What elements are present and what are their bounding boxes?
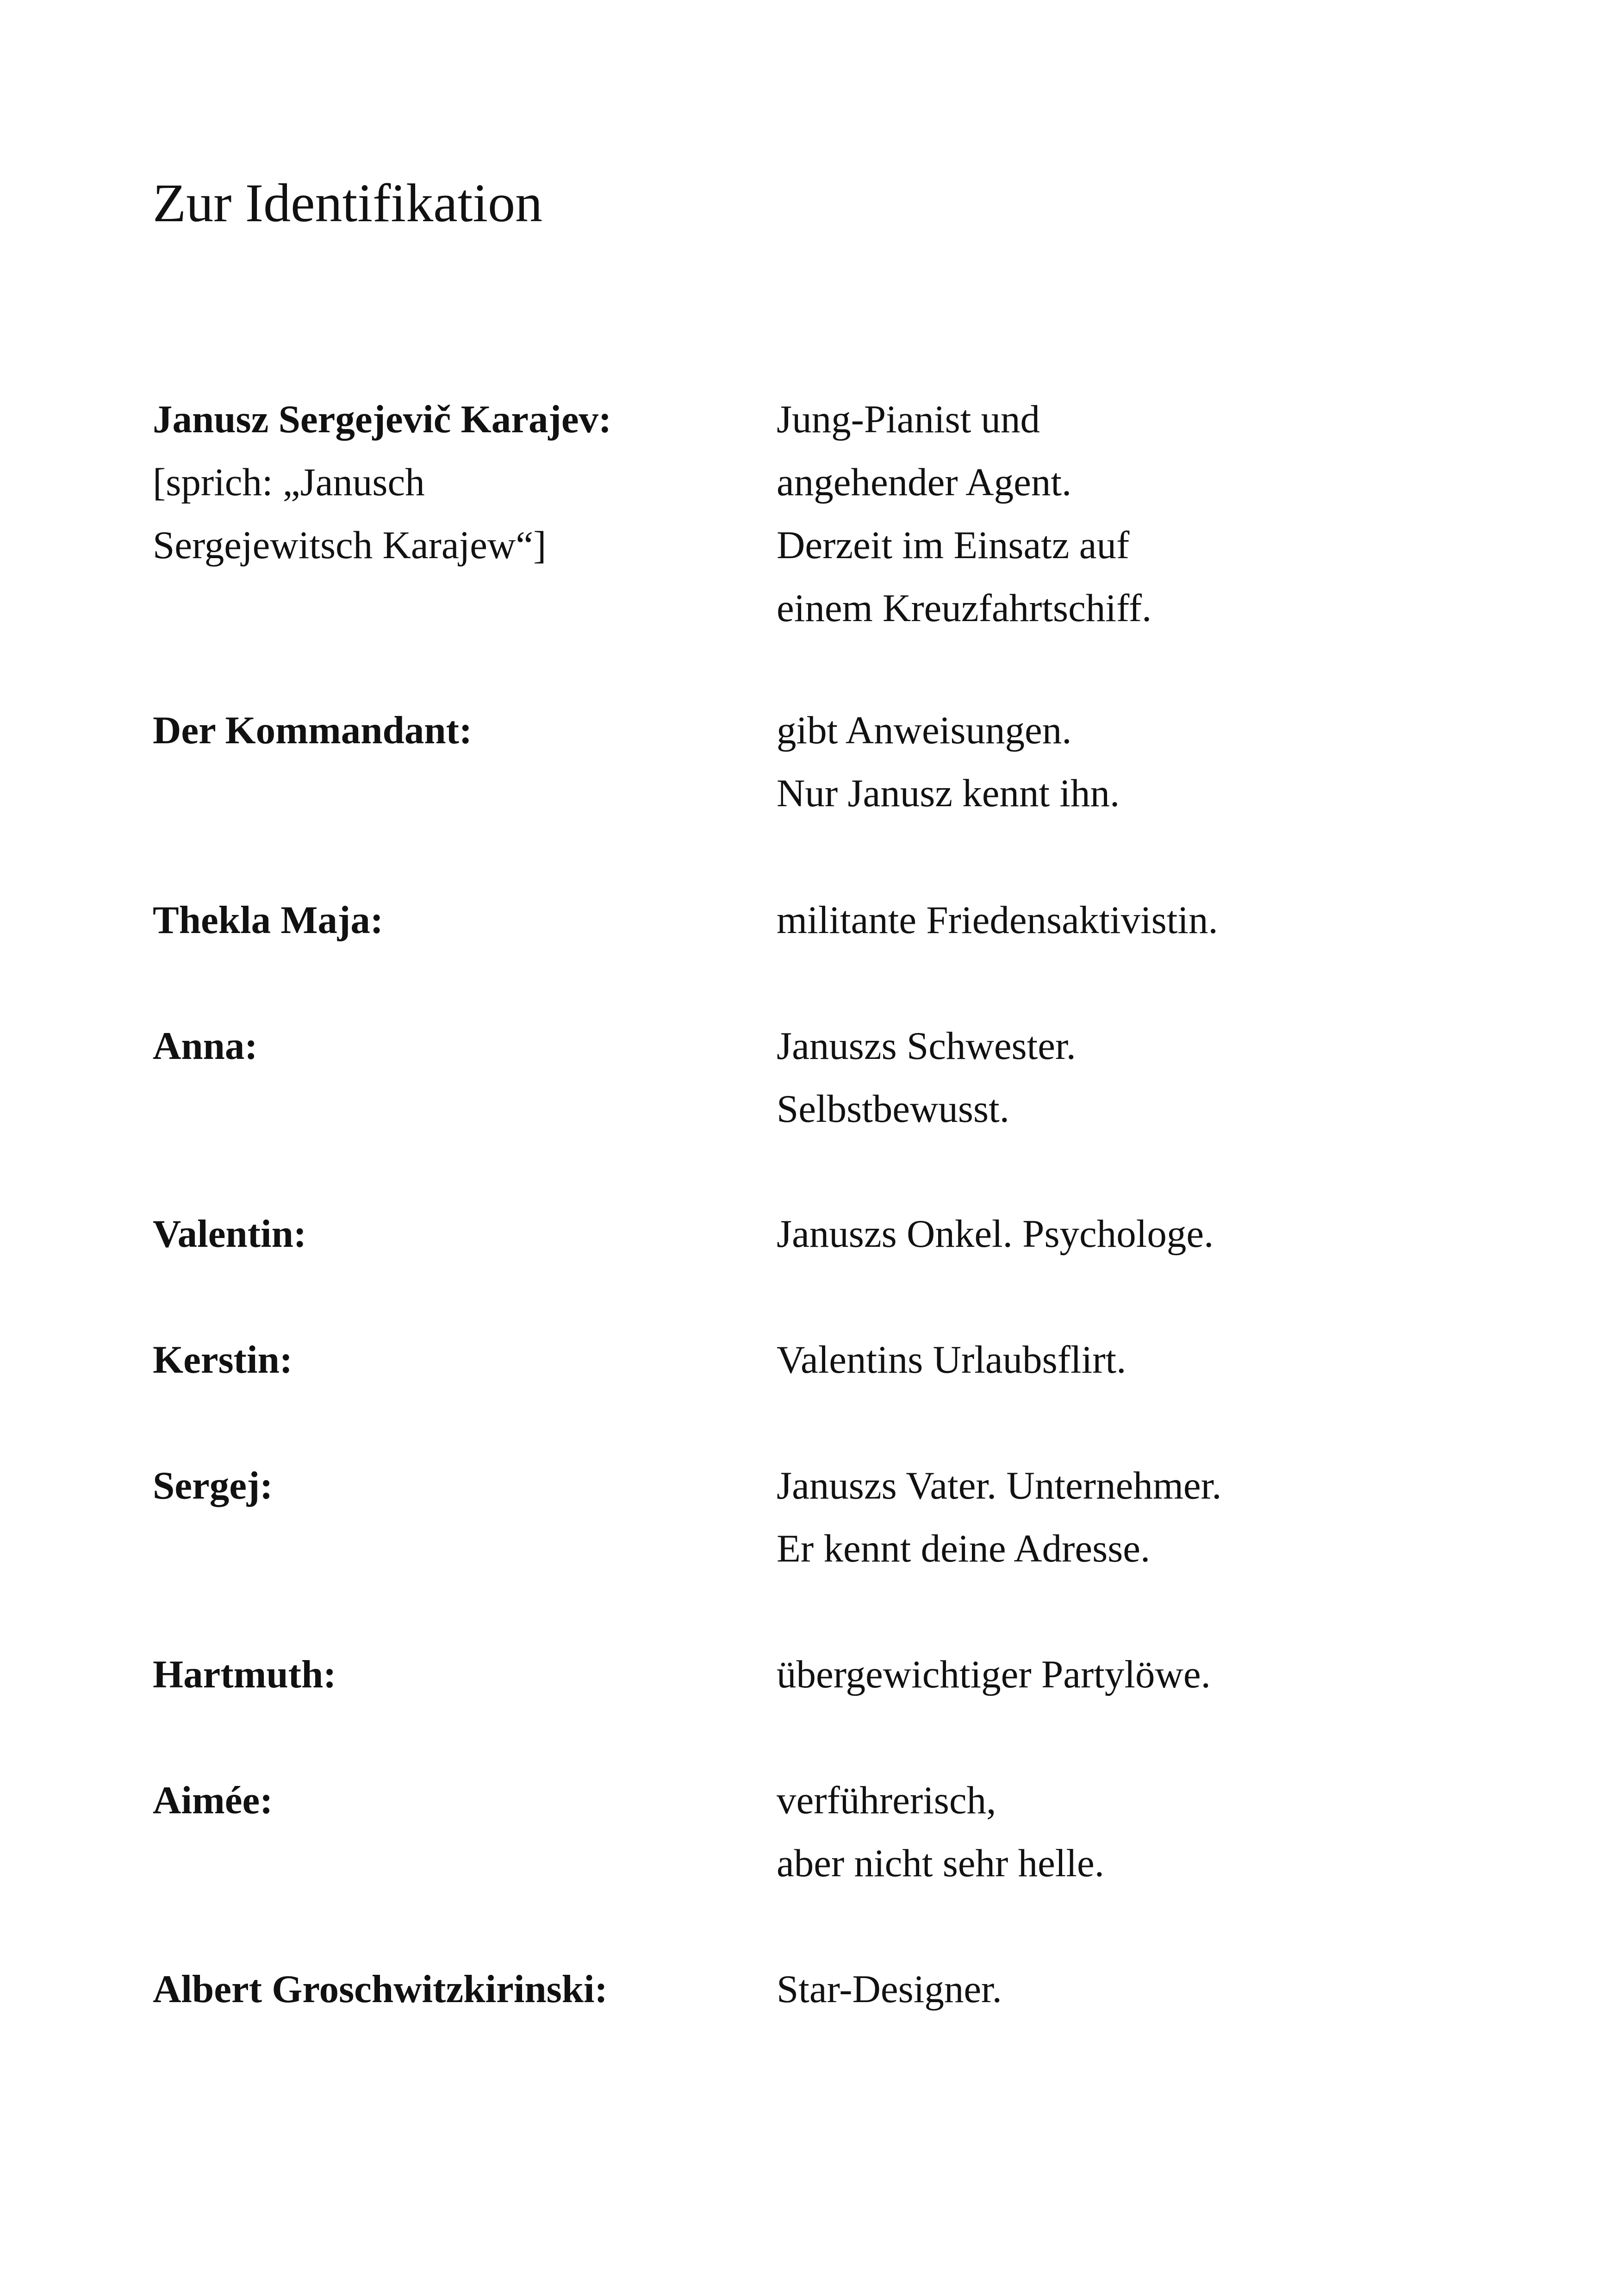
character-entry-thekla-maja <box>153 889 1541 952</box>
description-line: einem Kreuzfahrtschiff. <box>777 586 1152 630</box>
character-name: Sergej: <box>153 1464 273 1507</box>
character-name: Kerstin: <box>153 1338 293 1381</box>
pronunciation-line: [sprich: „Janusch <box>153 460 425 504</box>
character-entry-kommandant <box>153 699 1541 825</box>
character-name-column <box>153 1328 777 1391</box>
character-name: Janusz Sergejevič Karajev: <box>153 398 612 441</box>
character-name: Aimée: <box>153 1779 273 1822</box>
character-name-column <box>153 1643 777 1706</box>
character-entry-aimee <box>153 1769 1541 1895</box>
character-description <box>777 1014 1517 1140</box>
character-description <box>777 1769 1517 1895</box>
character-name: Albert Groschwitzkirinski: <box>153 1967 608 2011</box>
character-name: Thekla Maja: <box>153 898 384 942</box>
character-description <box>777 1454 1517 1580</box>
description-line: gibt Anweisungen. <box>777 709 1072 752</box>
pronunciation-line: Sergejewitsch Karajew“] <box>153 523 547 567</box>
character-name-column <box>153 1014 777 1140</box>
description-line: Selbstbewusst. <box>777 1087 1009 1131</box>
character-description <box>777 699 1517 825</box>
character-name-column <box>153 388 777 640</box>
character-entry-kerstin <box>153 1328 1541 1391</box>
character-entry-albert <box>153 1958 1541 2021</box>
character-name-column <box>153 889 777 952</box>
description-line: verführerisch, <box>777 1779 996 1822</box>
description-line: angehender Agent. <box>777 460 1072 504</box>
character-entry-janusz <box>153 388 1541 640</box>
description-line: Januszs Schwester. <box>777 1024 1076 1068</box>
character-entry-sergej <box>153 1454 1541 1580</box>
description-line: Nur Janusz kennt ihn. <box>777 772 1120 815</box>
description-line: Januszs Onkel. Psychologe. <box>777 1212 1214 1256</box>
description-line: Jung-Pianist und <box>777 398 1040 441</box>
description-line: Valentins Urlaubsflirt. <box>777 1338 1126 1381</box>
description-line: Derzeit im Einsatz auf <box>777 523 1130 567</box>
character-name-column <box>153 1958 777 2021</box>
character-name: Anna: <box>153 1024 258 1068</box>
character-name: Der Kommandant: <box>153 709 473 752</box>
character-description <box>777 1202 1517 1265</box>
character-name: Valentin: <box>153 1212 307 1256</box>
character-name-column <box>153 1769 777 1895</box>
character-description <box>777 388 1517 640</box>
description-line: Er kennt deine Adresse. <box>777 1527 1151 1570</box>
character-name-column <box>153 1202 777 1265</box>
character-name-column <box>153 699 777 825</box>
description-line: aber nicht sehr helle. <box>777 1842 1105 1885</box>
character-description <box>777 1958 1517 2021</box>
character-name-column <box>153 1454 777 1580</box>
character-entry-valentin <box>153 1202 1541 1265</box>
description-line: übergewichtiger Partylöwe. <box>777 1653 1211 1696</box>
page-title: Zur Identifikation <box>153 173 543 233</box>
character-description <box>777 889 1517 952</box>
character-entry-hartmuth <box>153 1643 1541 1706</box>
description-line: Januszs Vater. Unternehmer. <box>777 1464 1222 1507</box>
description-line: Star-Designer. <box>777 1967 1002 2011</box>
character-description <box>777 1328 1517 1391</box>
character-description <box>777 1643 1517 1706</box>
character-name: Hartmuth: <box>153 1653 336 1696</box>
character-entry-anna <box>153 1014 1541 1140</box>
description-line: militante Friedensaktivistin. <box>777 898 1218 942</box>
